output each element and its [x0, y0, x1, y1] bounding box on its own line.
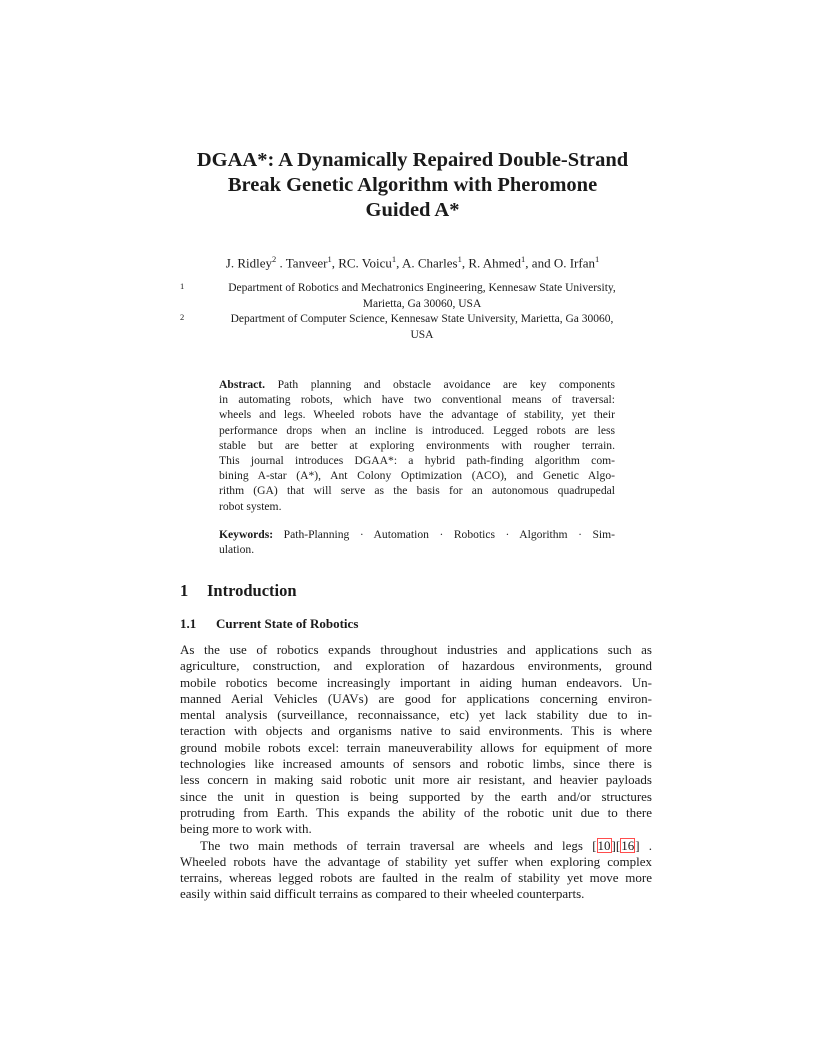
- keywords-text: Path-Planning · Automation · Robotics · Algorithm · Sim-: [283, 528, 615, 541]
- author-affiliation-mark: 1: [327, 254, 332, 264]
- body-line: agriculture, construction, and exploration of hazardous environments, ground: [180, 658, 652, 674]
- affiliation-line: Department of Computer Science, Kennesaw State University, Marietta, Ga 30060,: [230, 313, 614, 325]
- section-heading: [180, 581, 297, 601]
- affiliation: [180, 281, 652, 312]
- body-line: mobile robotics become increasingly important in aiding human endeavors. Un-: [180, 674, 652, 690]
- author-name: RC. Voicu: [338, 255, 392, 271]
- body-line: terrains, whereas legged robots are faulted in the realm of stability yet move more: [180, 870, 652, 886]
- author-separator: ,: [396, 255, 402, 271]
- section-title: Introduction: [207, 581, 297, 600]
- body-line: protruding from Earth. This expands the ability of the robotic unit due to there: [180, 804, 652, 820]
- affiliation: [180, 312, 652, 343]
- citation-bracket: ]: [635, 837, 640, 853]
- author-separator: .: [276, 255, 286, 271]
- body-line: ground mobile robots excel: terrain maneuverability allows for equipment of more: [180, 739, 652, 755]
- affiliation-number: 2: [180, 312, 185, 322]
- title-line: Guided A*: [365, 199, 460, 221]
- body-text: [180, 642, 652, 903]
- author-name: A. Charles: [401, 255, 458, 271]
- abstract-text: Path planning and obstacle avoidance are key components: [277, 378, 615, 391]
- body-line: manned Aerial Vehicles (UAVs) are good for applications concerning environ-: [180, 690, 652, 706]
- author-list: [140, 251, 685, 271]
- affiliation-number: 1: [180, 281, 185, 291]
- keywords-label: Keywords:: [219, 528, 274, 541]
- author-name: R. Ahmed: [468, 255, 522, 271]
- body-line: technologies like increased amounts of sensors and robotic limbs, since there is: [180, 756, 652, 772]
- abstract-line: This journal introduces DGAA*: a hybrid path-finding algorithm com-: [219, 454, 615, 468]
- abstract-line: performance drops when an incline is introduced. Legged robots are less: [219, 423, 615, 437]
- body-line: teraction with objects and organisms native to said environments. This is where: [180, 723, 652, 739]
- body-line: since the unit in question is being supported by the earth and/or structures: [180, 788, 652, 804]
- subsection-number: 1.1: [180, 616, 197, 631]
- body-line: [180, 838, 652, 854]
- section-number: 1: [180, 581, 189, 600]
- abstract-line: stable but are better at exploring environments with rougher terrain.: [219, 438, 615, 452]
- abstract-label: Abstract.: [219, 378, 266, 391]
- author-affiliation-mark: 1: [457, 254, 462, 264]
- title-line: DGAA*: A Dynamically Repaired Double-Strand: [196, 149, 629, 171]
- subsection-heading: [180, 616, 358, 632]
- affiliation-line: Marietta, Ga 30060, USA: [362, 297, 482, 310]
- body-text-run: .: [639, 837, 652, 853]
- author-affiliation-mark: 1: [391, 254, 397, 264]
- author-affiliation-mark: 2: [272, 254, 277, 264]
- author-name: O. Irfan: [553, 255, 595, 271]
- abstract: [219, 377, 615, 514]
- body-line: Wheeled robots have the advantage of stability yet suffer when exploring complex: [180, 853, 652, 869]
- author-separator: ,: [331, 255, 339, 271]
- author-name: J. Ridley: [225, 255, 272, 271]
- author-affiliation-mark: 1: [521, 254, 526, 264]
- abstract-line: wheels and legs. Wheeled robots have the advantage of stability, yet their: [219, 408, 615, 422]
- citation-bracket: ][: [611, 837, 621, 853]
- keywords: [219, 527, 615, 557]
- body-line: mental analysis (surveillance, reconnaissance, etc) yet lack stability due to in-: [180, 707, 652, 723]
- paper-title: [160, 148, 665, 223]
- body-line: less concern in making said robotic unit more air resistant, and heavier payloads: [180, 772, 652, 788]
- keywords-line: ulation.: [219, 543, 255, 557]
- affiliation-line: USA: [410, 328, 434, 341]
- body-line: being more to work with.: [180, 821, 312, 837]
- body-line: As the use of robotics expands throughout industries and applications such as: [180, 642, 652, 657]
- author-separator: ,: [461, 255, 469, 271]
- citation-bracket: [: [592, 837, 597, 853]
- body-line: easily within said difficult terrains as compared to their wheeled counterparts.: [180, 886, 585, 902]
- abstract-line: bining A-star (A*), Ant Colony Optimization (ACO), and Genetic Algo-: [219, 469, 615, 483]
- author-name: Tanveer: [285, 255, 328, 271]
- abstract-line: in automating robots, which have two conventional means of traversal:: [219, 393, 615, 407]
- abstract-line: [219, 377, 615, 392]
- affiliation-line: Department of Robotics and Mechatronics Engineering, Kennesaw State University,: [228, 282, 616, 294]
- abstract-line: rithm (GA) that will serve as the basis for an autonomous quadrupedal: [219, 484, 615, 498]
- abstract-line: robot system.: [219, 499, 282, 513]
- author-affiliation-mark: 1: [594, 254, 600, 264]
- keywords-line: [219, 527, 615, 542]
- affiliation-list: [180, 281, 652, 343]
- citation-link-16[interactable]: 16: [621, 837, 635, 853]
- author-separator: , and: [525, 255, 554, 271]
- subsection-title: Current State of Robotics: [216, 616, 359, 631]
- body-text-run: The two main methods of terrain traversal are wheels and legs: [200, 837, 583, 853]
- title-line: Break Genetic Algorithm with Pheromone: [227, 174, 598, 196]
- citation-link-10[interactable]: 10: [597, 837, 611, 853]
